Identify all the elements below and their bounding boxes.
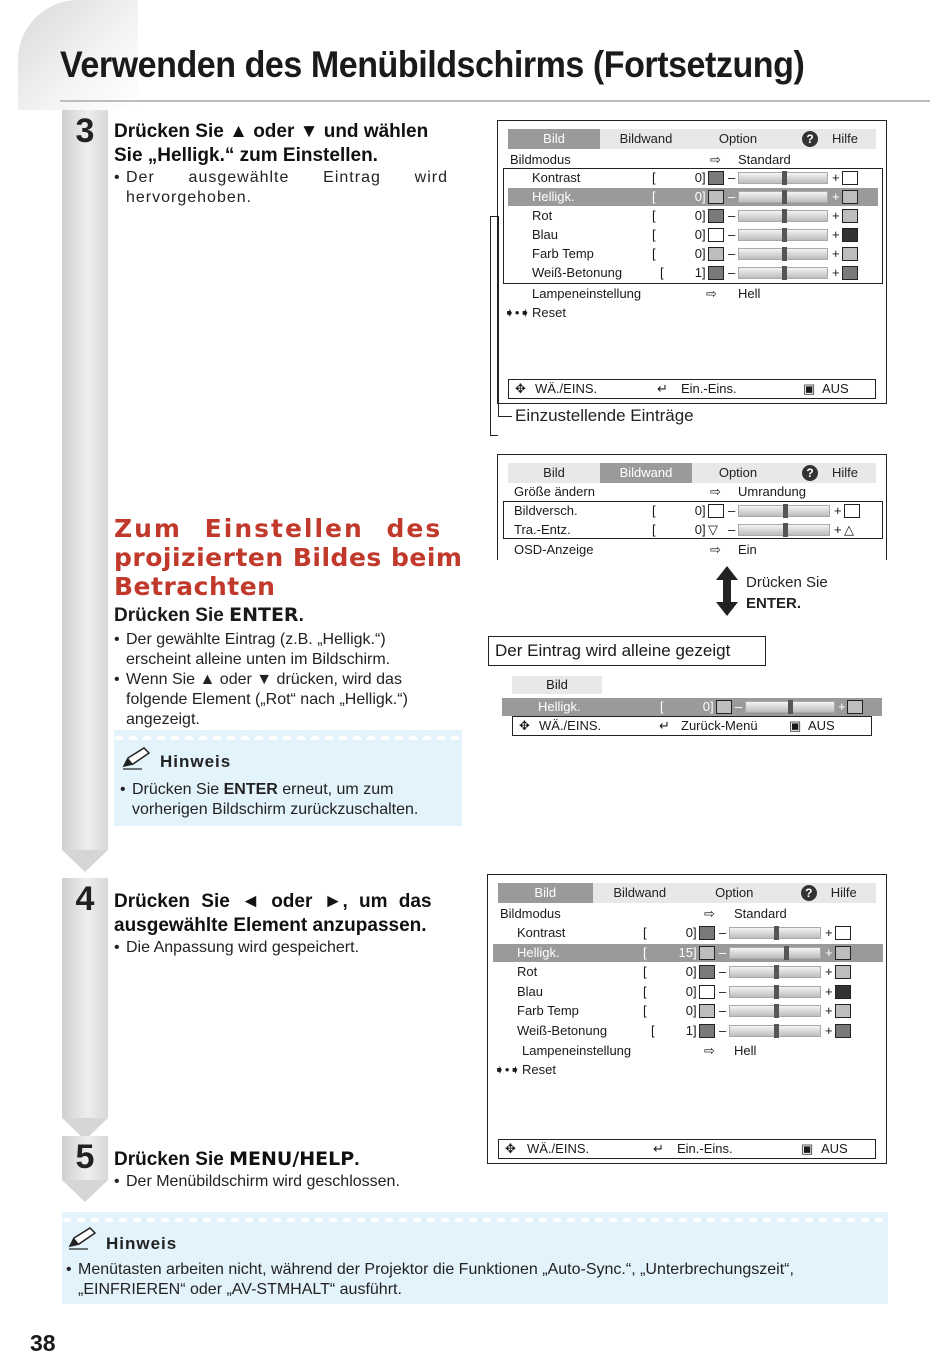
brightness-icon (847, 700, 863, 714)
press-enter-callout: Drücken Sie ENTER. (746, 574, 828, 612)
row-helligk[interactable]: Helligk. [ 0 ] – + (508, 188, 878, 206)
red-icon (835, 965, 851, 979)
row-kontrast[interactable]: Kontrast [ 0 ] – + (508, 169, 878, 187)
right-arrow-icon: ⇨ (704, 1043, 715, 1058)
callout-line (498, 416, 512, 417)
step-rail-3 (62, 110, 108, 850)
section-heading: Zum Einstellen des projizierten Bildes beim Betrachten (114, 514, 463, 601)
row-farb-temp[interactable]: Farb Temp [ 0 ] – + (493, 1002, 883, 1020)
color-temp-icon (699, 1004, 715, 1018)
row-farb-temp[interactable]: Farb Temp [ 0 ] – + (508, 245, 878, 263)
pencil-icon (68, 1226, 98, 1250)
slider-track[interactable] (745, 701, 835, 713)
slider-track[interactable] (729, 986, 821, 998)
tab-bildwand[interactable]: Bildwand (613, 885, 667, 900)
slider-knob[interactable] (774, 985, 779, 999)
enter-icon: ↵ (653, 1141, 664, 1156)
slider-track[interactable] (738, 172, 828, 184)
menu-tabs (508, 463, 876, 483)
slider-track[interactable] (738, 248, 828, 260)
row-lampeneinstellung[interactable]: Lampeneinstellung ⇨ Hell (532, 286, 761, 301)
slider-knob[interactable] (774, 1024, 779, 1038)
color-temp-icon (835, 1004, 851, 1018)
white-emphasis-icon (699, 1024, 715, 1038)
color-temp-icon (842, 247, 858, 261)
tab-bild[interactable]: Bild (498, 883, 593, 903)
up-down-arrow-icon (716, 566, 738, 616)
single-bar-footer: ✥ WÄ./EINS. ↵ Zurück-Menü ▣ AUS (512, 716, 872, 736)
brightness-icon (699, 946, 715, 960)
slider-knob[interactable] (783, 523, 788, 537)
section-bullet-1: • Der gewählte Eintrag (z.B. „Helligk.“) erscheint alleine unten im Bildschirm. (114, 631, 391, 668)
keystone-icon: △ (844, 522, 854, 537)
row-osd-anzeige[interactable]: OSD-Anzeige ⇨ Ein (514, 542, 757, 557)
note-scallop (62, 1212, 888, 1222)
single-bar-tab: Bild (512, 676, 602, 694)
slider-track[interactable] (729, 966, 821, 978)
menu-screen-step4 (487, 874, 887, 1164)
note-text-1: • Drücken Sie ENTER erneut, um zum vorherigen Bildschirm zurückzuschalten. (120, 781, 419, 818)
row-kontrast[interactable]: Kontrast [ 0 ] – + (493, 924, 883, 942)
slider-knob[interactable] (788, 700, 793, 714)
enter-icon: ↵ (657, 381, 668, 396)
white-emphasis-icon (835, 1024, 851, 1038)
callout-line (490, 216, 491, 436)
row-reset[interactable]: ➧•➧ Reset (504, 305, 566, 320)
tab-option[interactable]: Option (718, 465, 758, 480)
callout-line (490, 216, 498, 217)
tab-hilfe[interactable]: ? Hilfe (784, 463, 876, 483)
page-number: 38 (30, 1330, 56, 1356)
contrast-icon (835, 926, 851, 940)
note-box-1 (114, 730, 462, 826)
row-blau[interactable]: Blau [ 0 ] – + (493, 983, 883, 1001)
contrast-icon (699, 926, 715, 940)
right-arrow-icon: ⇨ (710, 152, 721, 167)
menu-footer: ✥ WÄ./EINS. ↵ Ein.-Eins. ▣ AUS (498, 1139, 876, 1159)
enter-icon: ↵ (659, 718, 670, 733)
tab-bild[interactable]: Bild (543, 465, 565, 480)
step-number-3: 3 (75, 112, 95, 150)
step5-bullet: • Der Menübildschirm wird geschlossen. (114, 1173, 400, 1190)
help-icon: ? (802, 131, 818, 147)
slider-knob[interactable] (774, 1004, 779, 1018)
tab-option[interactable]: Option (718, 131, 758, 146)
select-arrows-icon: ✥ (505, 1141, 516, 1156)
slider-knob[interactable] (782, 266, 787, 280)
right-arrow-icon: ⇨ (710, 484, 721, 499)
slider-track[interactable] (729, 1025, 821, 1037)
step-number-4: 4 (75, 880, 95, 918)
menu-tabs (508, 129, 876, 149)
menu-screen-step3 (497, 120, 887, 404)
row-weiß-betonung[interactable]: Weiß-Betonung [ 1 ] – + (493, 1022, 883, 1040)
red-icon (842, 209, 858, 223)
row-bildmodus[interactable]: Bildmodus ⇨ Standard (500, 906, 787, 921)
row-lampeneinstellung[interactable]: Lampeneinstellung ⇨ Hell (522, 1043, 757, 1058)
row-reset[interactable]: ➧•➧ Reset (494, 1062, 556, 1077)
tab-hilfe[interactable]: ? Hilfe (784, 129, 876, 149)
slider-track[interactable] (738, 267, 828, 279)
help-icon: ? (801, 885, 817, 901)
row-rot[interactable]: Rot [ 0 ] – + (493, 963, 883, 981)
slider-track[interactable] (729, 947, 821, 959)
row-rot[interactable]: Rot [ 0 ] – + (508, 207, 878, 225)
slider-knob[interactable] (782, 247, 787, 261)
color-temp-icon (708, 247, 724, 261)
slider-track[interactable] (729, 1005, 821, 1017)
brightness-icon (716, 700, 732, 714)
white-emphasis-icon (708, 266, 724, 280)
slider-track[interactable] (738, 210, 828, 222)
red-icon (699, 965, 715, 979)
step4-bullet: • Die Anpassung wird gespeichert. (114, 939, 360, 956)
slider-knob[interactable] (782, 209, 787, 223)
press-enter-heading: Drücken Sie ENTER. (114, 604, 304, 626)
exit-icon: ▣ (803, 381, 816, 396)
brightness-icon (842, 190, 858, 204)
row-groesse-aendern[interactable]: Größe ändern ⇨ Umrandung (514, 484, 806, 499)
white-emphasis-icon (842, 266, 858, 280)
note-scallop (114, 730, 462, 740)
keystone-icon: ▽ (708, 522, 718, 537)
reset-icon: ➧•➧ (494, 1062, 521, 1077)
pencil-icon (122, 746, 152, 770)
right-arrow-icon: ⇨ (706, 286, 717, 301)
slider-knob[interactable] (782, 190, 787, 204)
slider-track[interactable] (738, 229, 828, 241)
menu-tabs (498, 883, 876, 903)
select-arrows-icon: ✥ (515, 381, 526, 396)
step5-heading: Drücken Sie MENU/HELP. (114, 1148, 360, 1170)
row-tra-entz[interactable]: Tra.-Entz. [ 0 ] ▽ – + △ (514, 522, 854, 537)
tab-bild[interactable]: Bild (508, 129, 600, 149)
step4-heading: Drücken Sie ◄ oder ►, um das ausgewählte Element anzupassen. (114, 891, 432, 936)
help-icon: ? (802, 465, 818, 481)
callout-line (490, 435, 498, 436)
select-arrows-icon: ✥ (519, 718, 530, 733)
exit-icon: ▣ (801, 1141, 814, 1156)
blue-icon (708, 228, 724, 242)
right-arrow-icon: ⇨ (710, 542, 721, 557)
exit-icon: ▣ (789, 718, 802, 733)
slider-knob[interactable] (782, 171, 787, 185)
row-weiß-betonung[interactable]: Weiß-Betonung [ 1 ] – + (508, 264, 878, 282)
slider-knob[interactable] (784, 946, 789, 960)
slider-track[interactable] (729, 927, 821, 939)
row-bildversch[interactable]: Bildversch. [ 0 ] – + (508, 502, 878, 520)
slider-track[interactable] (738, 191, 828, 203)
menu-footer: ✥ WÄ./EINS. ↵ Ein.-Eins. ▣ AUS (508, 379, 876, 399)
items-to-adjust-label: Einzustellende Einträge (515, 406, 694, 425)
title-rule (60, 100, 930, 102)
brightness-icon (708, 190, 724, 204)
note-box-2 (62, 1212, 888, 1304)
contrast-icon (842, 171, 858, 185)
row-bildmodus[interactable]: Bildmodus ⇨ Standard (510, 152, 791, 167)
contrast-icon (708, 171, 724, 185)
blue-icon (835, 985, 851, 999)
slider-knob[interactable] (774, 926, 779, 940)
step-number-5: 5 (75, 1138, 95, 1176)
slider-knob[interactable] (774, 965, 779, 979)
red-icon (708, 209, 724, 223)
row-helligk[interactable]: Helligk. [ 15 ] – + (493, 944, 883, 962)
menu-screen-bildwand (497, 454, 887, 560)
single-bar-row[interactable]: Helligk. [ 0 ] – + (502, 698, 882, 716)
tab-bildwand[interactable]: Bildwand (600, 463, 692, 483)
blue-icon (699, 985, 715, 999)
slider-knob[interactable] (783, 504, 788, 518)
note-text-2: • Menütasten arbeiten nicht, während der Projektor die Funktionen „Auto-Sync.“, „Unterbrechungszeit“, „EINFRIEREN“ oder „AV-STMHALT“ ausführt. (66, 1261, 794, 1298)
blue-icon (842, 228, 858, 242)
slider-track[interactable] (738, 524, 830, 536)
tab-hilfe[interactable]: ? Hilfe (782, 883, 877, 903)
tab-bildwand[interactable]: Bildwand (619, 131, 673, 146)
page-title: Verwenden des Menübildschirms (Fortsetzung) (60, 44, 805, 85)
picture-shift-icon (708, 504, 724, 518)
step3-heading: Drücken Sie ▲ oder ▼ und wählen Sie „Helligk.“ zum Einstellen. (114, 121, 429, 166)
tab-option[interactable]: Option (715, 885, 754, 900)
picture-shift-icon (844, 504, 860, 518)
step3-bullet: • Der ausgewählte Eintrag wird hervorgehoben. (114, 169, 448, 206)
slider-track[interactable] (738, 505, 830, 517)
right-arrow-icon: ⇨ (704, 906, 715, 921)
section-bullet-2: • Wenn Sie ▲ oder ▼ drücken, wird das folgende Element („Rot“ nach „Helligk.“) angezeigt. (114, 671, 408, 728)
row-blau[interactable]: Blau [ 0 ] – + (508, 226, 878, 244)
note-title: Hinweis (106, 1234, 178, 1253)
item-alone-label: Der Eintrag wird alleine gezeigt (488, 636, 766, 666)
slider-knob[interactable] (782, 228, 787, 242)
brightness-icon (835, 946, 851, 960)
reset-icon: ➧•➧ (504, 305, 531, 320)
note-title: Hinweis (160, 752, 232, 771)
callout-line (498, 216, 499, 416)
